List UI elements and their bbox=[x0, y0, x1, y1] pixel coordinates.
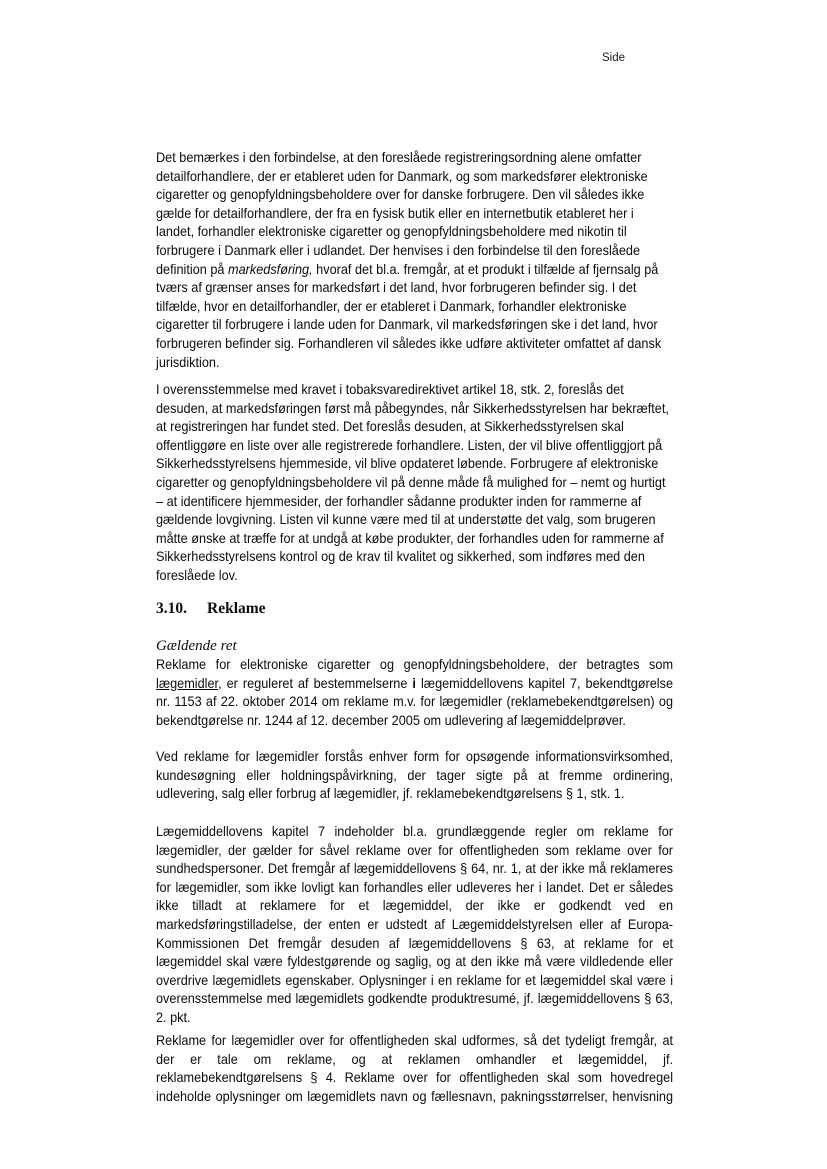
paragraph-registration-list bbox=[156, 381, 673, 586]
text-segment: er reguleret af bestemmelserne bbox=[221, 675, 413, 691]
text-segment: I overensstemmelse med kravet i tobaksvaredirektivet artikel 18, stk. 2, foreslås det desuden, at markedsføringen først må påbegyndes, når Sikkerhedsstyrelsen har bekræftet, at registreringen har fundet sted. Det foreslås desuden, at Sikkerhedsstyrelsen skal offentliggøre en liste over alle registrerede forhandlere. Listen, der vil blive offentliggjort på Sikkerhedsstyrelsens hjemmeside, vil blive opdateret løbende. Forbrugere af elektroniske cigaretter og genopfyldningsbeholdere vil på denne måde få mulighed for – nemt og hurtigt – at identificere hjemmesider, der forhandler sådanne produkter inden for rammerne af gældende lovgivning. Listen vil kunne være med til at understøtte det valg, som brugeren måtte ønske at træffe for at undgå at købe produkter, der forhandles uden for rammerne af Sikkerhedsstyrelsens kontrol og de krav til kvalitet og sikkerhed, som indføres med den foreslåede lov. bbox=[156, 382, 669, 583]
text-segment: lægemidler, bbox=[156, 675, 222, 691]
text-segment: Ved reklame for lægemidler forstås enhver form for opsøgende informationsvirksomhed, kundesøgning eller holdningspåvirkning, der tager sigte på at fremme ordinering, udlevering, salg eller forbrug af lægemidler, jf. reklamebekendtgørelsens § 1, stk. 1. bbox=[156, 749, 674, 802]
text-segment: Reklame for lægemidler over for offentligheden skal udformes, så det tydeligt fremgår, at der er tale om reklame, og at reklamen omhandler et lægemiddel, jf. reklamebekendtgørelsens § 4. Reklame over for offentligheden skal som hovedregel indeholde oplysninger om lægemidlets navn og fællesnavn, pakningsstørrelser, henvisning bbox=[156, 1033, 674, 1104]
section-title: Reklame bbox=[207, 600, 266, 617]
paragraph-laegemiddellov-kapitel7 bbox=[156, 823, 673, 1028]
page-header-label: Side bbox=[602, 52, 626, 64]
section-heading-3-10-reklame bbox=[156, 600, 266, 618]
text-segment: i bbox=[412, 675, 416, 691]
section-number: 3.10. bbox=[156, 600, 187, 617]
paragraph-reklame-offentligheden bbox=[156, 1032, 673, 1106]
paragraph-reklame-regulation bbox=[156, 656, 673, 730]
text-segment: Reklame for elektroniske cigaretter og genopfyldningsbeholdere, der betragtes som bbox=[156, 657, 674, 672]
text-segment: markedsføring, bbox=[227, 261, 313, 277]
paragraph-reklame-definition bbox=[156, 748, 673, 804]
subheading-gaeldende-ret: Gældende ret bbox=[156, 638, 237, 654]
paragraph-registration-scheme bbox=[156, 149, 673, 372]
text-segment: lægemiddellovens kapitel 7, bekendtgørelse nr. 1153 af 22. oktober 2014 om reklame m.v. for lægemidler (reklamebekendtgørelsen) og bekendtgørelse nr. 1244 af 12. december 2005 om udlevering af lægemiddelprøver. bbox=[156, 675, 674, 728]
text-segment: Det bemærkes i den forbindelse, at den foreslåede registreringsordning alene omfatter detailforhandlere, der er etableret uden for Danmark, og som markedsfører elektroniske cigaretter og genopfyldningsbeholdere over for danske forbrugere. Den vil således ikke gælde for detailforhandlere, der fra en fysisk butik eller en internetbutik etableret her i landet, forhandler elektroniske cigaretter og genopfyldningsbeholdere med nikotin til forbrugere i Danmark eller i udlandet. Der henvises i den forbindelse til den foreslåede definition på bbox=[156, 150, 648, 277]
text-segment: hvoraf det bl.a. fremgår, at et produkt i tilfælde af fjernsalg på tværs af grænser anses for markedsført i det land, hvor forbrugeren befinder sig. I det tilfælde, hvor en detailforhandler, der er etableret i Danmark, forhandler elektroniske cigaretter til forbrugere i lande uden for Danmark, vil markedsføringen ske i det land, hvor forbrugeren befinder sig. Forhandleren vil således ikke udføre aktiviteter omfattet af dansk jurisdiktion. bbox=[156, 261, 662, 370]
text-segment: Lægemiddellovens kapitel 7 indeholder bl.a. grundlæggende regler om reklame for lægemidler, der gælder for såvel reklame over for offentligheden som reklame over for sundhedspersoner. Det fremgår af lægemiddellovens § 64, nr. 1, at der ikke må reklameres for lægemidler, som ikke lovligt kan forhandles eller udleveres her i landet. Det er således ikke tilladt at reklamere for et lægemiddel, der ikke er godkendt ved en markedsføringstilladelse, der enten er udstedt af Lægemiddelstyrelsen eller af Europa-Kommissionen Det fremgår desuden af lægemiddellovens § 63, at reklame for et lægemiddel skal være fyldestgørende og saglig, og at den ikke må være vildledende eller overdrive lægemidlets egenskaber. Oplysninger i en reklame for et lægemiddel skal være i overensstemmelse med lægemidlets godkendte produktresumé, jf. lægemiddellovens § 63, 2. pkt. bbox=[156, 824, 674, 1025]
